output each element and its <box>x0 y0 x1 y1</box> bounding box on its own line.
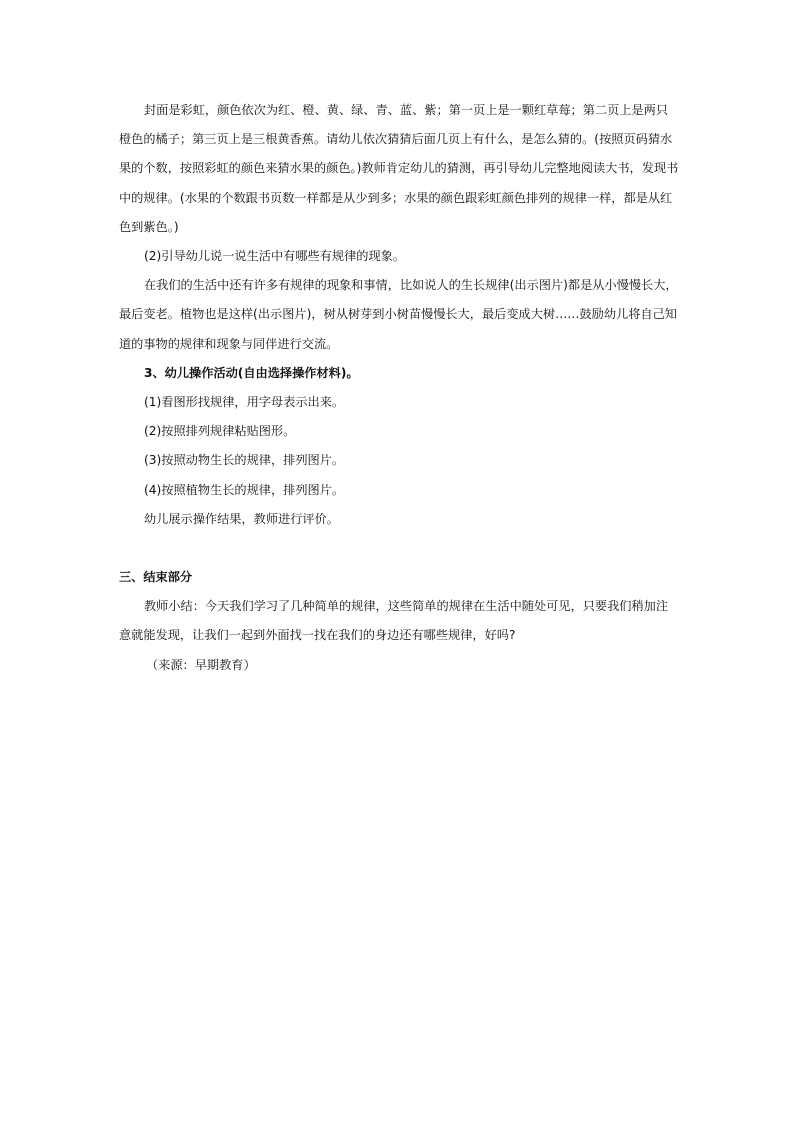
activity-item: (2)按照排列规律粘贴图形。 <box>144 424 296 439</box>
paragraph-life-patterns: 在我们的生活中还有许多有规律的现象和事情，比如说人的生长规律(出示图片)都是从小慢慢长大，最后变老。植物也是这样(出示图片)，树从树芽到小树苗慢慢长大，最后变成大树……鼓励幼儿将自己知道的事物的规律和现象与同伴进行交流。 <box>119 278 678 351</box>
source-note: （来源：早期教育） <box>146 657 256 672</box>
activity-heading: 3、幼儿操作活动(自由选择操作材料)。 <box>144 365 359 380</box>
paragraph-rainbow-book: 封面是彩虹，颜色依次为红、橙、黄、绿、青、蓝、紫；第一页上是一颗红草莓；第二页上是两只橙色的橘子；第三页上是三根黄香蕉。请幼儿依次猜猜后面几页上有什么，是怎么猜的。(按照页码猜水果的个数，按照彩虹的颜色来猜水果的颜色。)教师肯定幼儿的猜测，再引导幼儿完整地阅读大书，发现书中的规律。(水果的个数跟书页数一样都是从少到多；水果的颜色跟彩虹颜色排列的规律一样，都是从红色到紫色。) <box>119 103 679 234</box>
section-title: 三、结束部分 <box>119 570 193 585</box>
summary-paragraph: 教师小结：今天我们学习了几种简单的规律，这些简单的规律在生活中随处可见，只要我们稍加注意就能发现，让我们一起到外面找一找在我们的身边还有哪些规律，好吗? <box>119 599 669 643</box>
activity-item: (3)按照动物生长的规律，排列图片。 <box>144 453 345 468</box>
paragraph-life-patterns-prompt: (2)引导幼儿说一说生活中有哪些有规律的现象。 <box>144 249 406 264</box>
section-spacer <box>119 534 679 563</box>
activity-result: 幼儿展示操作结果，教师进行评价。 <box>144 511 339 526</box>
activity-item: (1)看图形找规律，用字母表示出来。 <box>144 395 345 410</box>
activity-item: (4)按照植物生长的规律，排列图片。 <box>144 482 345 497</box>
document-body <box>119 96 679 680</box>
